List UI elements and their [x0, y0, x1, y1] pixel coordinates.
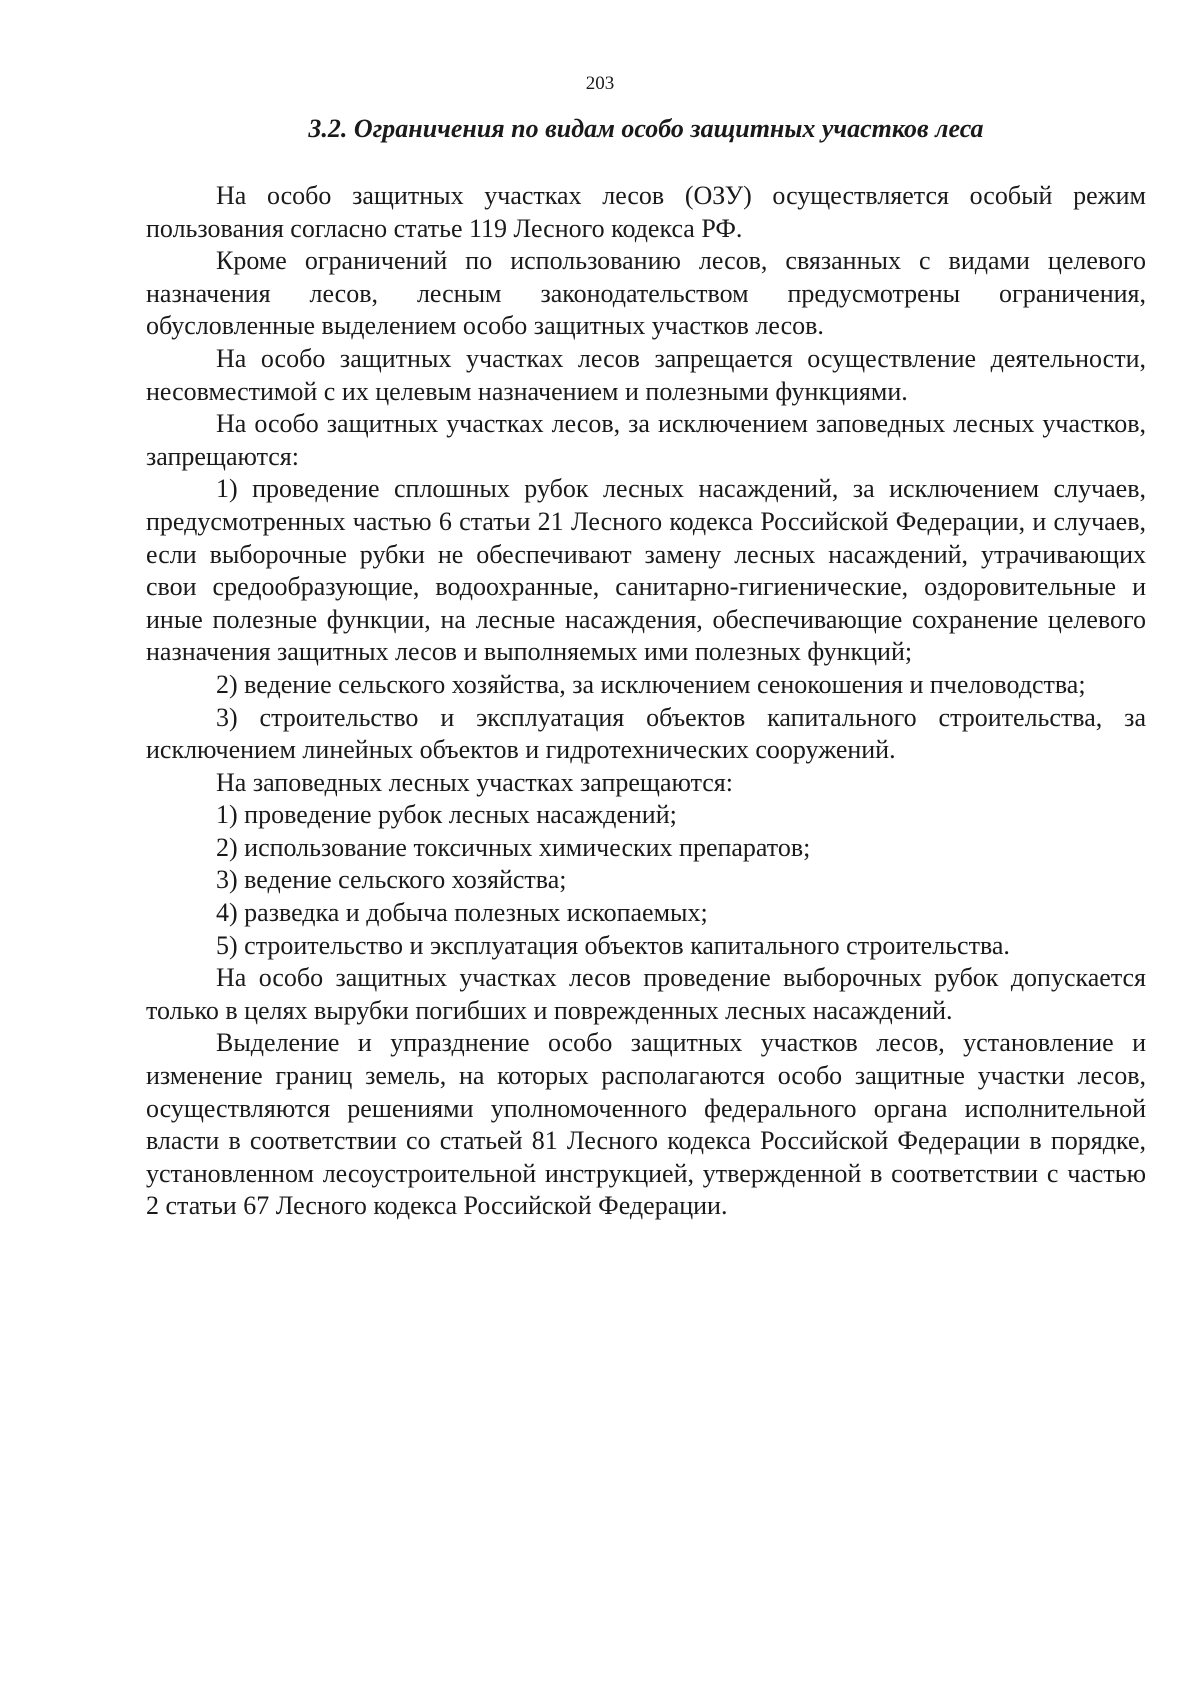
paragraph-ozu-regime: На особо защитных участках лесов (ОЗУ) осуществляется особый режим пользования согласно статье 119 Лесного кодекса РФ. — [146, 181, 1146, 243]
list-item-reserve-cutting: 1) проведение рубок лесных насаждений; — [216, 800, 677, 830]
list-item-reserve-chemicals: 2) использование токсичных химических препаратов; — [216, 832, 811, 862]
document-body — [146, 180, 1146, 1223]
paragraph-restrictions-intro: Кроме ограничений по использованию лесов, связанных с видами целевого назначения лесов, лесным законодательством предусмотрены ограничения, обусловленные выделением особо защитных участков лесов. — [146, 246, 1146, 341]
paragraph-reserve-intro: На заповедных лесных участках запрещаются: — [216, 767, 733, 797]
list-item-reserve-agriculture: 3) ведение сельского хозяйства; — [216, 865, 567, 895]
section-title: 3.2. Ограничения по видам особо защитных участков леса — [308, 114, 984, 143]
list-item-reserve-construction: 5) строительство и эксплуатация объектов капитального строительства. — [216, 930, 1010, 960]
paragraph-selective-cutting: На особо защитных участках лесов проведение выборочных рубок допускается только в целях вырубки погибших и поврежденных лесных насаждений. — [146, 963, 1146, 1025]
paragraph-prohibited-activity: На особо защитных участках лесов запрещается осуществление деятельности, несовместимой с их целевым назначением и полезными функциями. — [146, 343, 1146, 406]
page-number: 203 — [585, 73, 615, 94]
list-item-clear-cutting: 1) проведение сплошных рубок лесных насаждений, за исключением случаев, предусмотренных частью 6 статьи 21 Лесного кодекса Российской Федерации, и случаев, если выборочные рубки не обеспечивают замену лесных насаждений, утрачивающих свои средообразующие, водоохранные, санитарно-гигиенические, оздоровительные и иные полезные функции, на лесные насаждения, обеспечивающие сохранение целевого назначения защитных лесов и выполняемых ими полезных функций; — [146, 474, 1146, 667]
paragraph-prohibited-list-intro: На особо защитных участках лесов, за исключением заповедных лесных участков, запрещаются: — [146, 409, 1146, 471]
paragraph-boundaries: Выделение и упразднение особо защитных участков лесов, установление и изменение границ земель, на которых располагаются особо защитные участки лесов, осуществляются решениями уполномоченного федерального органа исполнительной власти в соответствии со статьей 81 Лесного кодекса Российской Федерации в порядке, установленном лесоустроительной инструкцией, утвержденной в соответствии с частью 2 статьи 67 Лесного кодекса Российской Федерации. — [146, 1028, 1146, 1221]
list-item-construction: 3) строительство и эксплуатация объектов капитального строительства, за исключением линейных объектов и гидротехнических сооружений. — [146, 702, 1146, 765]
list-item-reserve-mining: 4) разведка и добыча полезных ископаемых; — [216, 898, 708, 928]
list-item-agriculture: 2) ведение сельского хозяйства, за исключением сенокошения и пчеловодства; — [216, 669, 1086, 699]
